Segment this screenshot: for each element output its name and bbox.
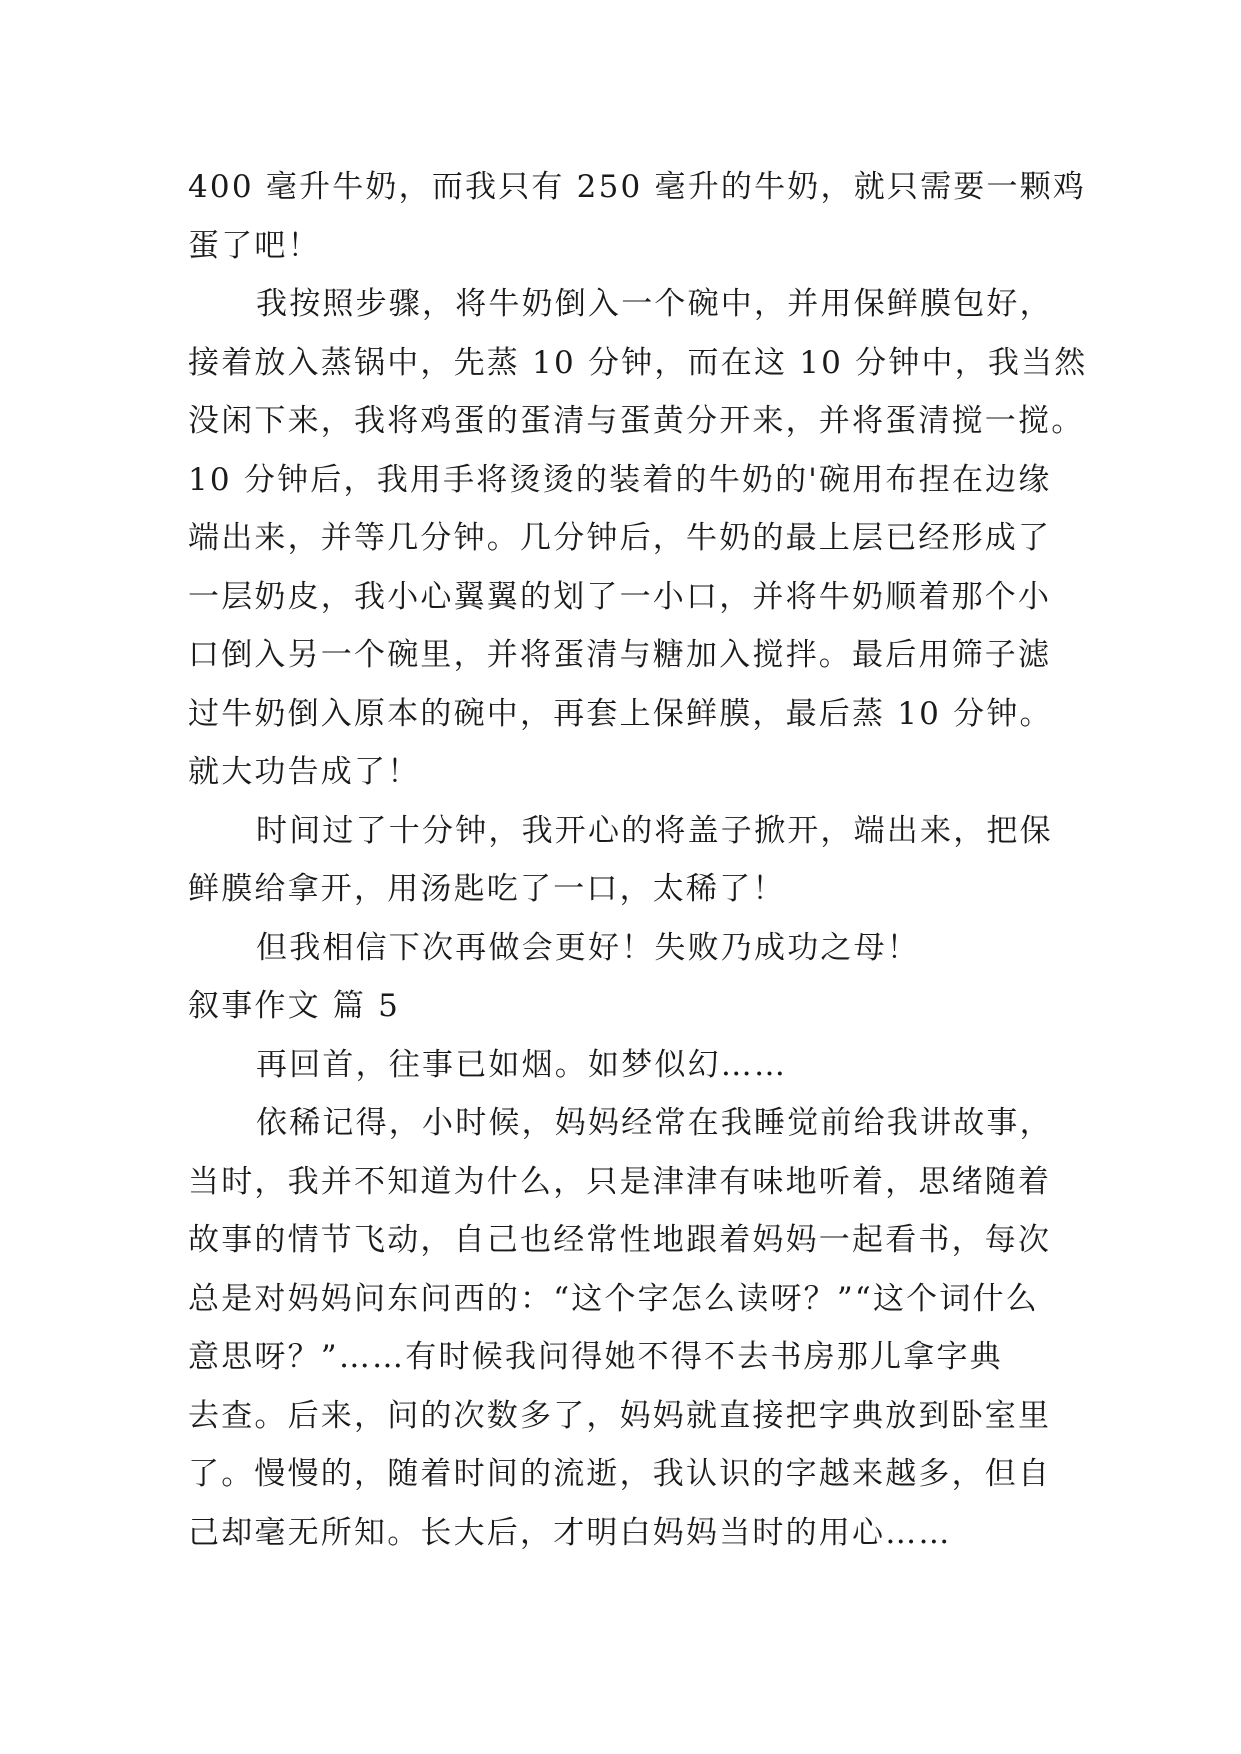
text-line: 接着放入蒸锅中，先蒸 10 分钟，而在这 10 分钟中，我当然	[188, 344, 1088, 381]
text-line: 一层奶皮，我小心翼翼的划了一小口，并将牛奶顺着那个小	[188, 578, 1052, 615]
text-line: 端出来，并等几分钟。几分钟后，牛奶的最上层已经形成了	[188, 520, 1052, 556]
text-line: 鲜膜给拿开，用汤匙吃了一口，太稀了！	[188, 871, 786, 907]
text-line: 总是对妈妈问东问西的：“这个字怎么读呀？”“这个词什么	[188, 1280, 1039, 1317]
text-line: 没闲下来，我将鸡蛋的蛋清与蛋黄分开来，并将蛋清搅一搅。	[188, 403, 1085, 439]
text-line: 故事的情节飞动，自己也经常性地跟着妈妈一起看书，每次	[188, 1222, 1052, 1258]
text-line: 蛋了吧！	[188, 227, 321, 264]
text-line: 意思呀？”……有时候我问得她不得不去书房那儿拿字典	[188, 1339, 1003, 1375]
document-body	[188, 158, 1088, 1562]
text-line: 400 毫升牛奶，而我只有 250 毫升的牛奶，就只需要一颗鸡	[188, 169, 1087, 205]
paragraph-start-line: 依稀记得，小时候，妈妈经常在我睡觉前给我讲故事，	[256, 1105, 1053, 1141]
paragraph-start-line: 但我相信下次再做会更好！失败乃成功之母！	[256, 929, 920, 966]
text-line: 就大功告成了！	[188, 754, 421, 790]
text-line: 10 分钟后，我用手将烫烫的装着的牛奶的'碗用布捏在边缘	[188, 461, 1052, 498]
paragraph-start-line: 我按照步骤，将牛奶倒入一个碗中，并用保鲜膜包好，	[256, 286, 1053, 322]
text-line: 当时，我并不知道为什么，只是津津有味地听着，思绪随着	[188, 1163, 1052, 1200]
text-line: 去查。后来，问的次数多了，妈妈就直接把字典放到卧室里	[188, 1397, 1052, 1434]
section-heading: 叙事作文 篇 5	[188, 988, 401, 1024]
paragraph-start-line: 时间过了十分钟，我开心的将盖子掀开，端出来，把保	[256, 812, 1053, 849]
text-line: 己却毫无所知。长大后，才明白妈妈当时的用心……	[188, 1514, 952, 1551]
paragraph-start-line: 再回首，往事已如烟。如梦似幻……	[256, 1046, 788, 1083]
text-line: 过牛奶倒入原本的碗中，再套上保鲜膜，最后蒸 10 分钟。	[188, 695, 1053, 732]
text-line: 了。慢慢的，随着时间的流逝，我认识的字越来越多，但自	[188, 1456, 1052, 1492]
text-line: 口倒入另一个碗里，并将蛋清与糖加入搅拌。最后用筛子滤	[188, 637, 1052, 673]
